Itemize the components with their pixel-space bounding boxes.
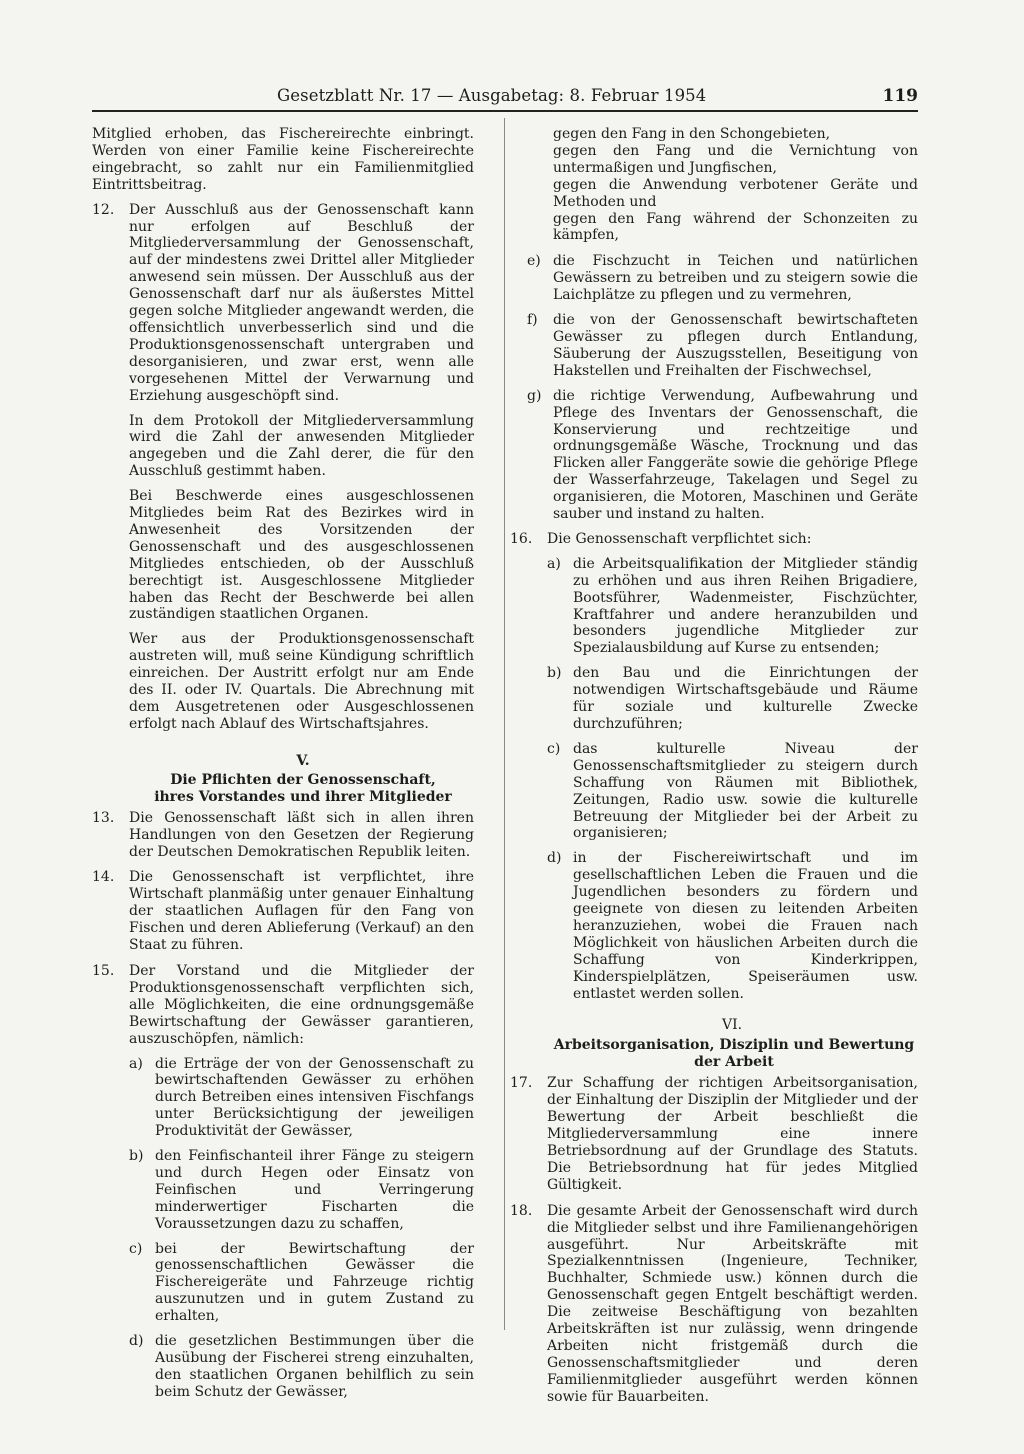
paragraph-13 xyxy=(92,810,474,861)
paragraph-12 xyxy=(92,202,474,733)
section-title-line: der Arbeit xyxy=(694,1054,774,1071)
list-text: den Bau und die Einrichtungen der notwendigen Wirtschaftsgebäude und Räume für soziale und kulturelle Zwecke durchzuführen; xyxy=(573,665,918,732)
list-continued xyxy=(510,253,918,523)
list-item xyxy=(129,1241,474,1326)
paragraph-number: 18. xyxy=(510,1202,533,1219)
paragraph-text: Der Ausschluß aus der Genossenschaft kann nur erfolgen auf Beschluß der Mitgliederversammlung der Genossenschaft, auf der mindestens zwei Drittel aller Mitglieder anwesend sein müssen. Der Ausschluß aus der Genossenschaft darf nur als äußerstes Mittel gegen solche Mitglieder angewandt werden, die offensichtlich unverbesserlich sind und die Produktionsgenossenschaft untergraben und desorganisieren, und zwar erst, wenn alle vorgesehenen Mittel der Verwarnung und Erziehung ausgeschöpft sind. xyxy=(129,201,474,404)
paragraph-number: 12. xyxy=(92,201,115,218)
list-item xyxy=(547,665,918,733)
list-label: d) xyxy=(547,850,562,867)
section-title xyxy=(132,772,474,806)
list-text: bei der Bewirtschaftung der genossenschaftlichen Gewässer die Fischereigeräte und Fahrzeuge richtig auszunutzen und in gutem Zustand zu erhalten, xyxy=(155,1240,474,1325)
paragraph-number: 16. xyxy=(510,530,533,547)
list-text: das kulturelle Niveau der Genossenschaftsmitglieder zu steigern durch Schaffung von Räumen mit Bibliothek, Zeitungen, Radio usw. sowie die kulturelle Betreuung der Mitglieder bei der Arbeit zu organisieren; xyxy=(573,740,918,842)
list-item xyxy=(547,850,918,1002)
continuation-line: gegen den Fang während der Schonzeiten zu kämpfen, xyxy=(553,210,918,244)
list-label: f) xyxy=(527,312,538,329)
list-text: den Feinfischanteil ihrer Fänge zu steigern und durch Hegen oder Einsatz von Feinfischen und Verringerung minderwertiger Fischarten die Voraussetzungen dazu zu schaffen, xyxy=(155,1148,474,1232)
list-label: g) xyxy=(527,387,542,404)
list-item xyxy=(129,1056,474,1141)
list-label: c) xyxy=(129,1240,143,1257)
list-item xyxy=(547,556,918,657)
paragraph-number: 17. xyxy=(510,1075,533,1092)
list-text: die Arbeitsqualifikation der Mitglieder ständig zu erhöhen und aus ihren Reihen Brigadiere, Bootsführer, Wadenmeister, Fischzüchter, Kraftfahrer und andere heranzubilden und besonders jugendliche Mitglieder zur Spezialausbildung auf Kurse zu entsenden; xyxy=(573,555,918,657)
paragraph-14 xyxy=(92,869,474,954)
list-item xyxy=(547,741,918,842)
list-label: a) xyxy=(129,1055,143,1072)
intro-paragraph: Mitglied erhoben, das Fischereirechte einbringt. Werden von einer Familie keine Fischereirechte eingebracht, so zahlt nur ein Familienmitglied Eintrittsbeitrag. xyxy=(92,126,474,193)
list-label: a) xyxy=(547,555,561,572)
right-column xyxy=(510,126,918,1415)
page-header xyxy=(92,86,918,110)
list-label: b) xyxy=(129,1148,144,1165)
section-title xyxy=(550,1037,918,1071)
left-column xyxy=(92,126,474,1410)
paragraph-number: 14. xyxy=(92,869,115,886)
list-label: c) xyxy=(547,740,561,757)
section-number: VI. xyxy=(721,1016,743,1033)
paragraph-text: Die Genossenschaft verpflichtet sich: xyxy=(547,530,812,547)
list-label: e) xyxy=(527,253,541,270)
list-item xyxy=(527,388,918,523)
header-title: Gesetzblatt Nr. 17 — Ausgabetag: 8. Februar 1954 xyxy=(277,86,707,105)
header-rule xyxy=(92,110,918,112)
list-text: in der Fischereiwirtschaft und im gesellschaftlichen Leben die Frauen und die Jugendlichen besonders zu fördern und geeignete von diesen zu leitenden Arbeiten heranzuziehen, wobei die Frauen nach Möglichkeit von häuslichen Arbeiten durch die Schaffung von Kinderkrippen, Kinderspielplätzen, Speiseräumen usw. entlastet werden sollen. xyxy=(573,850,918,1002)
list-label: b) xyxy=(547,665,562,682)
list-item-continuation xyxy=(510,126,918,244)
paragraph-18 xyxy=(510,1203,918,1406)
paragraph-text: Bei Beschwerde eines ausgeschlossenen Mitgliedes beim Rat des Bezirkes wird in Anwesenheit des Vorsitzenden der Genossenschaft und des ausgeschlossenen Mitgliedes entschieden, ob der Ausschluß berechtigt ist. Ausgeschlossene Mitglieder haben das Recht der Beschwerde bei allen zuständigen staatlichen Organen. xyxy=(129,488,474,623)
paragraph-text: Die Genossenschaft läßt sich in allen ihren Handlungen von den Gesetzen der Regierung der Deutschen Demokratischen Republik leiten. xyxy=(129,809,474,860)
continuation-line: gegen die Anwendung verbotener Geräte und Methoden und xyxy=(553,176,918,210)
paragraph-number: 13. xyxy=(92,809,115,826)
list-item xyxy=(129,1333,474,1401)
paragraph-15 xyxy=(92,963,474,1401)
list-text: die gesetzlichen Bestimmungen über die Ausübung der Fischerei streng einzuhalten, den staatlichen Organen behilflich zu sein beim Schutz der Gewässer, xyxy=(155,1333,474,1400)
section-title-line: ihres Vorstandes und ihrer Mitglieder xyxy=(154,788,452,805)
paragraph-text: Zur Schaffung der richtigen Arbeitsorganisation, der Einhaltung der Disziplin der Mitglieder und der Bewertung der Arbeit beschließt die Mitgliederversammlung eine innere Betriebsordnung auf der Grundlage des Statuts. Die Betriebsordnung hat für jedes Mitglied Gültigkeit. xyxy=(547,1075,918,1193)
section-number: V. xyxy=(296,752,310,769)
list-label: d) xyxy=(129,1333,144,1350)
column-divider xyxy=(504,118,505,1330)
paragraph-text: Die gesamte Arbeit der Genossenschaft wird durch die Mitglieder selbst und ihre Familienangehörigen ausgeführt. Nur Arbeitskräfte mit Spezialkenntnissen (Ingenieure, Techniker, Buchhalter, Schmiede usw.) können durch die Genossenschaft gegen Entgelt beschäftigt werden. Die zeitweise Beschäftigung von bezahlten Arbeitskräften ist nur zulässig, wenn dringende Arbeiten nicht fristgemäß durch die Genossenschaftsmitglieder und deren Familienmitglieder ausgeführt werden können sowie für Bauarbeiten. xyxy=(547,1202,918,1405)
list-item xyxy=(527,312,918,380)
list-text: die Fischzucht in Teichen und natürlichen Gewässern zu betreiben und zu steigern sowie die Laichplätze zu pflegen und zu vermehren, xyxy=(553,253,918,304)
section-title-line: Arbeitsorganisation, Disziplin und Bewertung xyxy=(553,1037,915,1054)
paragraph-16 xyxy=(510,531,918,1003)
list-text: die von der Genossenschaft bewirtschafteten Gewässer zu pflegen durch Entlandung, Säuberung der Auszugsstellen, Beseitigung von Hakstellen und Freihalten der Fischwechsel, xyxy=(553,312,918,379)
section-title-line: Die Pflichten der Genossenschaft, xyxy=(170,771,436,788)
continuation-line: gegen den Fang in den Schongebieten, xyxy=(553,126,831,142)
paragraph-text: In dem Protokoll der Mitgliederversammlung wird die Zahl der anwesenden Mitglieder angegeben und die Zahl derer, die für den Ausschluß gestimmt haben. xyxy=(129,412,474,480)
page-number: 119 xyxy=(882,86,918,106)
list-text: die richtige Verwendung, Aufbewahrung und Pflege des Inventars der Genossenschaft, die Konservierung und rechtzeitige und ordnungsgemäße Wäsche, Trocknung und das Flicken aller Fanggeräte sowie die gehörige Pflege der Wasserfahrzeuge, Takelagen und Segel zu organisieren, die Motoren, Maschinen und Geräte sauber und instand zu halten. xyxy=(553,387,918,523)
paragraph-17 xyxy=(510,1075,918,1193)
paragraph-text: Der Vorstand und die Mitglieder der Produktionsgenossenschaft verpflichten sich, alle Möglichkeiten, die eine ordnungsgemäße Bewirtschaftung der Gewässer garantieren, auszuschöpfen, nämlich: xyxy=(129,962,474,1047)
paragraph-text: Die Genossenschaft ist verpflichtet, ihre Wirtschaft planmäßig unter genauer Einhaltung der staatlichen Auflagen für den Fang von Fischen und deren Ablieferung (Verkauf) an den Staat zu führen. xyxy=(129,869,474,954)
paragraph-text: Wer aus der Produktionsgenossenschaft austreten will, muß seine Kündigung schriftlich einreichen. Der Austritt erfolgt nur am Ende des II. oder IV. Quartals. Die Abrechnung mit dem Ausgetretenen oder Ausgeschlossenen erfolgt nach Ablauf des Wirtschaftsjahres. xyxy=(129,631,474,732)
list-item xyxy=(129,1148,474,1233)
paragraph-number: 15. xyxy=(92,962,115,979)
list-item xyxy=(527,253,918,304)
continuation-line: gegen den Fang und die Vernichtung von untermaßigen und Jungfischen, xyxy=(553,142,918,176)
list-text: die Erträge der von der Genossenschaft zu bewirtschaftenden Gewässer zu erhöhen durch Betreiben eines intensiven Fischfangs unter Berücksichtigung der jeweiligen Produktivität der Gewässer, xyxy=(155,1055,474,1140)
